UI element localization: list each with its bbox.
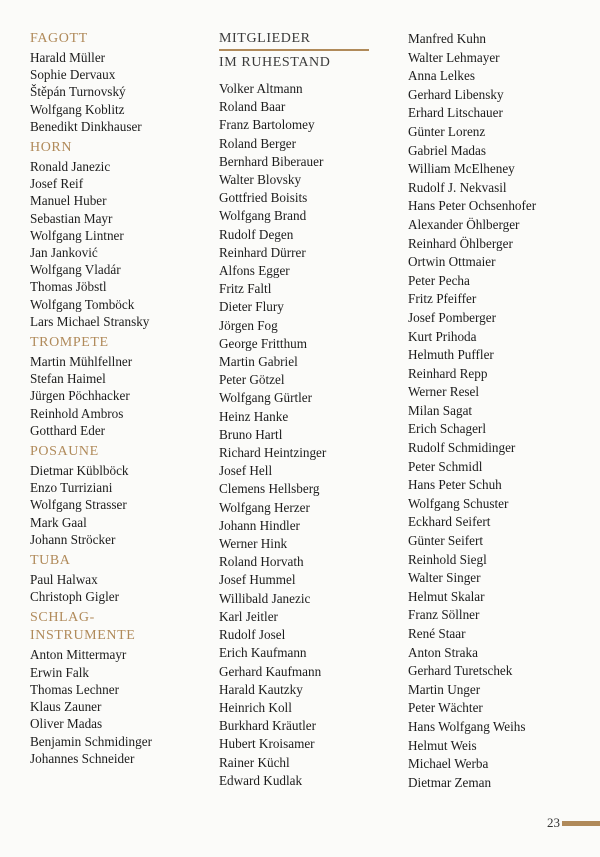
member-name: Enzo Turriziani: [30, 480, 113, 496]
section-member-list: [30, 646, 210, 766]
member-name: Thomas Jöbstl: [30, 279, 107, 295]
member-name: Harald Müller: [30, 50, 106, 65]
member-name: Reinhold Ambros: [30, 405, 124, 421]
section-member-list: [30, 158, 210, 330]
section-heading-line: SCHLAG-: [30, 610, 95, 626]
section-heading: [30, 30, 210, 48]
section-member-list: [30, 462, 210, 548]
member-name: Johann Hindler: [219, 517, 300, 533]
member-name: Sebastian Mayr: [30, 210, 113, 226]
section-heading: [30, 139, 210, 157]
member-name: Walter Lehmayer: [408, 49, 500, 65]
member-name: Benjamin Schmidinger: [30, 733, 152, 749]
section-heading: [30, 609, 210, 645]
member-name: Edward Kudlak: [219, 772, 303, 788]
member-name: Paul Halwax: [30, 572, 98, 588]
member-name: Ronald Janezic: [30, 159, 111, 175]
member-name: Roland Berger: [219, 135, 297, 151]
member-name: Jan Janković: [30, 245, 98, 261]
member-name: Josef Pomberger: [408, 309, 497, 325]
member-name: Johann Ströcker: [30, 531, 116, 547]
member-name: Rainer Küchl: [219, 754, 290, 770]
member-name: Reinhard Repp: [408, 365, 488, 381]
member-name: Martin Mühlfellner: [30, 354, 133, 370]
member-name: Kurt Prihoda: [408, 328, 477, 344]
section-heading-line: HORN: [30, 140, 73, 156]
member-name: Peter Schmidl: [408, 458, 483, 474]
member-name: Wolfgang Koblitz: [30, 101, 125, 117]
member-name: Peter Pecha: [408, 272, 470, 288]
member-name: Gotthard Eder: [30, 422, 106, 438]
member-name: Dieter Flury: [219, 299, 284, 315]
section-heading-line: POSAUNE: [30, 444, 99, 460]
member-name: Hans Peter Schuh: [408, 477, 502, 493]
member-name: Heinz Hanke: [219, 408, 289, 424]
member-name: Günter Seifert: [408, 533, 484, 549]
member-name: Anton Straka: [408, 644, 478, 660]
member-name: Rudolf Josel: [219, 627, 286, 643]
member-name: Peter Götzel: [219, 372, 285, 388]
section-heading-line: FAGOTT: [30, 31, 88, 46]
member-name: Helmut Skalar: [408, 588, 485, 604]
member-name: Anna Lelkes: [408, 68, 476, 84]
retired-members-continued-column: [408, 30, 588, 792]
member-name: Mark Gaal: [30, 514, 87, 530]
member-name: Erich Schagerl: [408, 421, 486, 437]
page-number-accent-bar: [562, 821, 600, 826]
member-name: Milan Sagat: [408, 402, 473, 418]
member-name: Manfred Kuhn: [408, 31, 487, 46]
section-heading-line: TROMPETE: [30, 335, 109, 351]
member-name: Erwin Falk: [30, 664, 89, 680]
retired-members-heading: [219, 30, 399, 72]
section-heading-line: INSTRUMENTE: [30, 628, 136, 644]
member-name: Wolfgang Tomböck: [30, 296, 135, 312]
member-name: Stefan Haimel: [30, 371, 106, 387]
member-name: Harald Kautzky: [219, 681, 303, 697]
member-name: Wolfgang Vladár: [30, 262, 121, 278]
member-name: Rudolf Schmidinger: [408, 440, 516, 456]
member-name: Rudolf J. Nekvasil: [408, 179, 507, 195]
heading-line: MITGLIEDER: [219, 31, 311, 46]
member-name: Eckhard Seifert: [408, 514, 491, 530]
member-name: Thomas Lechner: [30, 681, 119, 697]
member-name: Werner Resel: [408, 384, 480, 400]
member-name: Erhard Litschauer: [408, 105, 503, 121]
member-name: Dietmar Zeman: [408, 774, 492, 790]
member-name: Gerhard Libensky: [408, 86, 504, 102]
member-name: Werner Hink: [219, 536, 288, 552]
member-name: Josef Hell: [219, 463, 273, 479]
member-name: Bruno Hartl: [219, 426, 283, 442]
member-name: Gerhard Kaufmann: [219, 663, 322, 679]
member-name: Hans Peter Ochsenhofer: [408, 198, 537, 214]
member-name: Reinhard Öhlberger: [408, 235, 513, 251]
member-name: Martin Unger: [408, 681, 481, 697]
member-name: Gottfried Boisits: [219, 190, 308, 206]
member-name: Helmuth Puffler: [408, 347, 494, 363]
section-heading: [30, 552, 210, 570]
member-name: Franz Bartolomey: [219, 117, 315, 133]
member-name: Rudolf Degen: [219, 226, 294, 242]
retired-members-list-continued: [408, 30, 588, 792]
member-name: Erich Kaufmann: [219, 645, 307, 661]
member-name: Helmut Weis: [408, 737, 477, 753]
heading-line: IM RUHESTAND: [219, 55, 331, 70]
section-heading: [30, 334, 210, 352]
member-name: Walter Singer: [408, 570, 481, 586]
member-name: Oliver Madas: [30, 716, 103, 732]
member-name: Alfons Egger: [219, 263, 290, 279]
member-name: Martin Gabriel: [219, 354, 298, 370]
member-name: Josef Reif: [30, 176, 84, 192]
member-name: Franz Söllner: [408, 607, 480, 623]
member-name: Sophie Dervaux: [30, 67, 116, 83]
member-name: Anton Mittermayr: [30, 647, 127, 663]
member-name: Jörgen Fog: [219, 317, 278, 333]
member-name: Michael Werba: [408, 756, 489, 772]
member-name: Alexander Öhlberger: [408, 216, 520, 232]
section-heading-line: TUBA: [30, 553, 71, 569]
retired-members-list: [219, 80, 399, 790]
section-heading: [30, 443, 210, 461]
member-name: Lars Michael Stransky: [30, 313, 150, 329]
member-name: Jürgen Pöchhacker: [30, 388, 130, 404]
member-name: Klaus Zauner: [30, 699, 102, 715]
member-name: George Fritthum: [219, 335, 308, 351]
member-name: Hubert Kroisamer: [219, 736, 315, 752]
member-name: Fritz Pfeiffer: [408, 291, 477, 307]
member-name: Ortwin Ottmaier: [408, 254, 496, 270]
member-name: Gabriel Madas: [408, 142, 486, 158]
member-name: Dietmar Küblböck: [30, 463, 129, 479]
heading-rule: [219, 49, 369, 51]
member-name: Reinhard Dürrer: [219, 244, 306, 260]
member-name: Benedikt Dinkhauser: [30, 118, 142, 134]
member-name: Johannes Schneider: [30, 750, 135, 766]
member-name: William McElheney: [408, 161, 515, 177]
retired-members-column: [219, 30, 399, 790]
member-name: Christoph Gigler: [30, 589, 120, 605]
member-name: Roland Horvath: [219, 554, 304, 570]
member-name: Wolfgang Gürtler: [219, 390, 313, 406]
member-name: Hans Wolfgang Weihs: [408, 718, 526, 734]
section-member-list: [30, 571, 210, 605]
member-name: Manuel Huber: [30, 193, 107, 209]
member-name: René Staar: [408, 626, 466, 641]
member-name: Heinrich Koll: [219, 699, 292, 715]
section-member-list: [30, 49, 210, 135]
member-name: Reinhold Siegl: [408, 551, 487, 567]
member-name: Gerhard Turetschek: [408, 663, 513, 679]
member-name: Wolfgang Schuster: [408, 495, 509, 511]
member-name: Štěpán Turnovský: [30, 84, 126, 100]
member-name: Günter Lorenz: [408, 123, 486, 139]
member-name: Clemens Hellsberg: [219, 481, 320, 497]
section-member-list: [30, 353, 210, 439]
member-name: Burkhard Kräutler: [219, 718, 317, 734]
member-name: Roland Baar: [219, 99, 286, 115]
instrument-sections-column: [30, 30, 210, 767]
member-name: Josef Hummel: [219, 572, 296, 588]
member-name: Wolfgang Lintner: [30, 227, 124, 243]
member-name: Walter Blovsky: [219, 172, 302, 188]
member-name: Wolfgang Strasser: [30, 497, 127, 513]
member-name: Fritz Faltl: [219, 281, 272, 297]
member-name: Peter Wächter: [408, 700, 483, 716]
member-name: Bernhard Biberauer: [219, 153, 324, 169]
member-name: Wolfgang Brand: [219, 208, 307, 224]
member-name: Karl Jeitler: [219, 608, 278, 624]
member-name: Volker Altmann: [219, 81, 303, 96]
member-name: Wolfgang Herzer: [219, 499, 310, 515]
member-name: Richard Heintzinger: [219, 445, 327, 461]
page-number: 23: [547, 815, 560, 830]
member-name: Willibald Janezic: [219, 590, 311, 606]
